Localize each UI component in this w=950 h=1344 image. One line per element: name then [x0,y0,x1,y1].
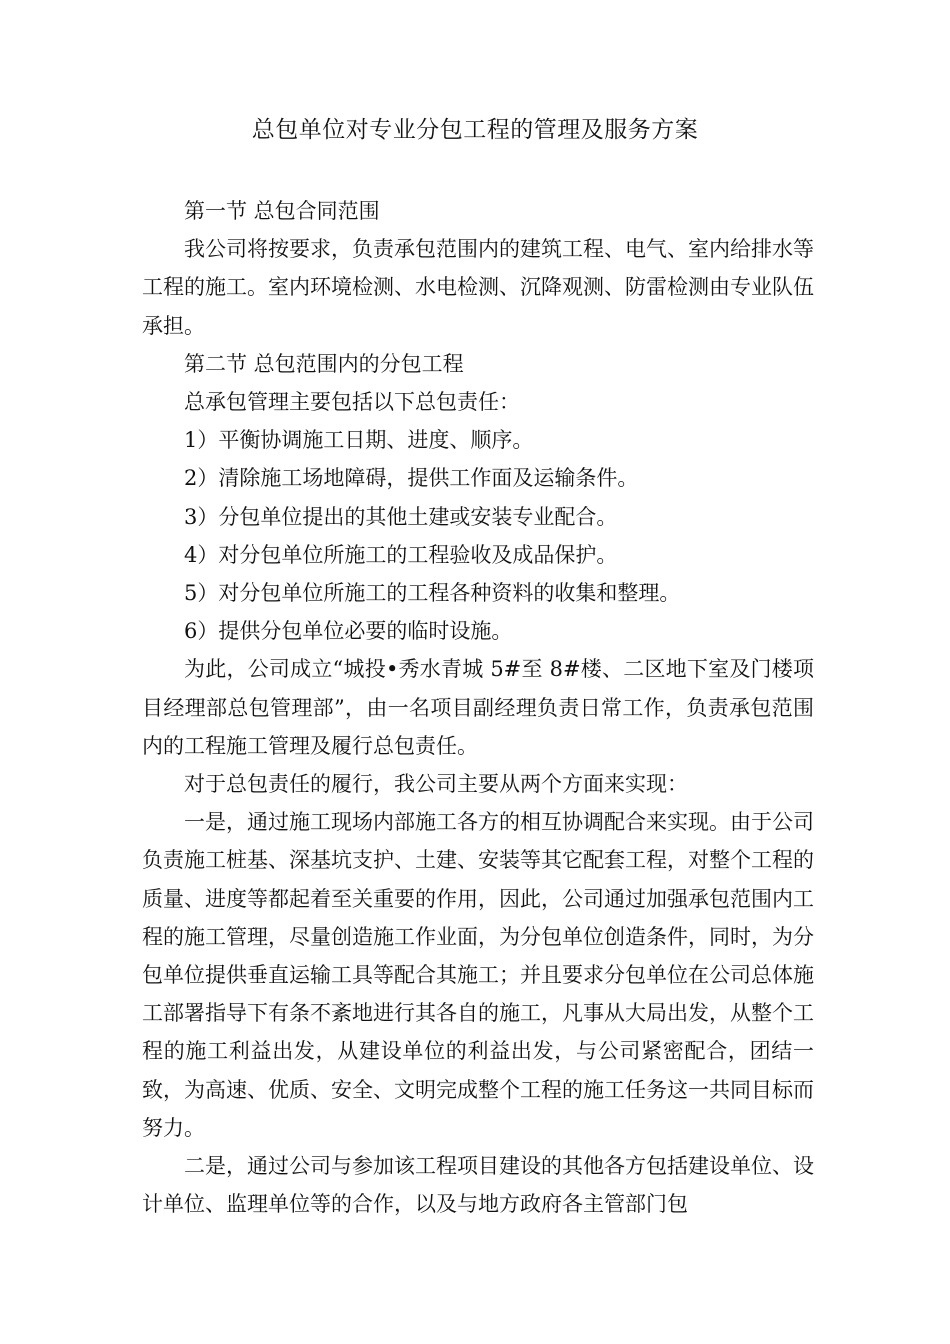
paragraph-responsibility-intro: 总承包管理主要包括以下总包责任： [184,390,520,415]
paragraph-aspect-one: 一是，通过施工现场内部施工各方的相互协调配合来实现。由于公司负责施工桩基、深基坑支护、土建、安装等其它配套工程，对整个工程的质量、进度等都起着至关重要的作用，因此，公司通过加强承包范围内工程的施工管理，尽量创造施工作业面，为分包单位创造条件，同时，为分包单位提供垂直运输工具等配合其施工；并且要求分包单位在公司总体施工部署指导下有条不紊地进行其各自的施工，凡事从大局出发，从整个工程的施工利益出发，从建设单位的利益出发，与公司紧密配合，团结一致，为高速、优质、安全、文明完成整个工程的施工任务这一共同目标而努力。 [142,810,814,1140]
list-item-3: 3）分包单位提出的其他土建或安装专业配合。 [184,504,618,529]
document-title: 总包单位对专业分包工程的管理及服务方案 [251,117,699,143]
paragraph-management-department: 为此，公司成立“城投•秀水青城 5#至 8#楼、二区地下室及门楼项目经理部总包管理部”，由一名项目副经理负责日常工作，负责承包范围内的工程施工管理及履行总包责任。 [142,657,814,758]
list-item-5: 5）对分包单位所施工的工程各种资料的收集和整理。 [184,581,681,606]
document-body [142,192,814,1223]
paragraph-aspect-two: 二是，通过公司与参加该工程项目建设的其他各方包括建设单位、设计单位、监理单位等的合作，以及与地方政府各主管部门包 [142,1154,814,1217]
section-heading-1: 第一节 总包合同范围 [184,199,380,223]
paragraph-two-aspects: 对于总包责任的履行，我公司主要从两个方面来实现： [184,772,688,797]
list-item-6: 6）提供分包单位必要的临时设施。 [184,619,513,644]
list-item-1: 1）平衡协调施工日期、进度、顺序。 [184,428,534,453]
list-item-4: 4）对分包单位所施工的工程验收及成品保护。 [184,542,618,567]
section-heading-2: 第二节 总包范围内的分包工程 [184,351,464,376]
paragraph-contract-scope: 我公司将按要求，负责承包范围内的建筑工程、电气、室内给排水等工程的施工。室内环境检测、水电检测、沉降观测、防雷检测由专业队伍承担。 [142,237,814,338]
list-item-2: 2）清除施工场地障碍，提供工作面及运输条件。 [184,466,639,491]
